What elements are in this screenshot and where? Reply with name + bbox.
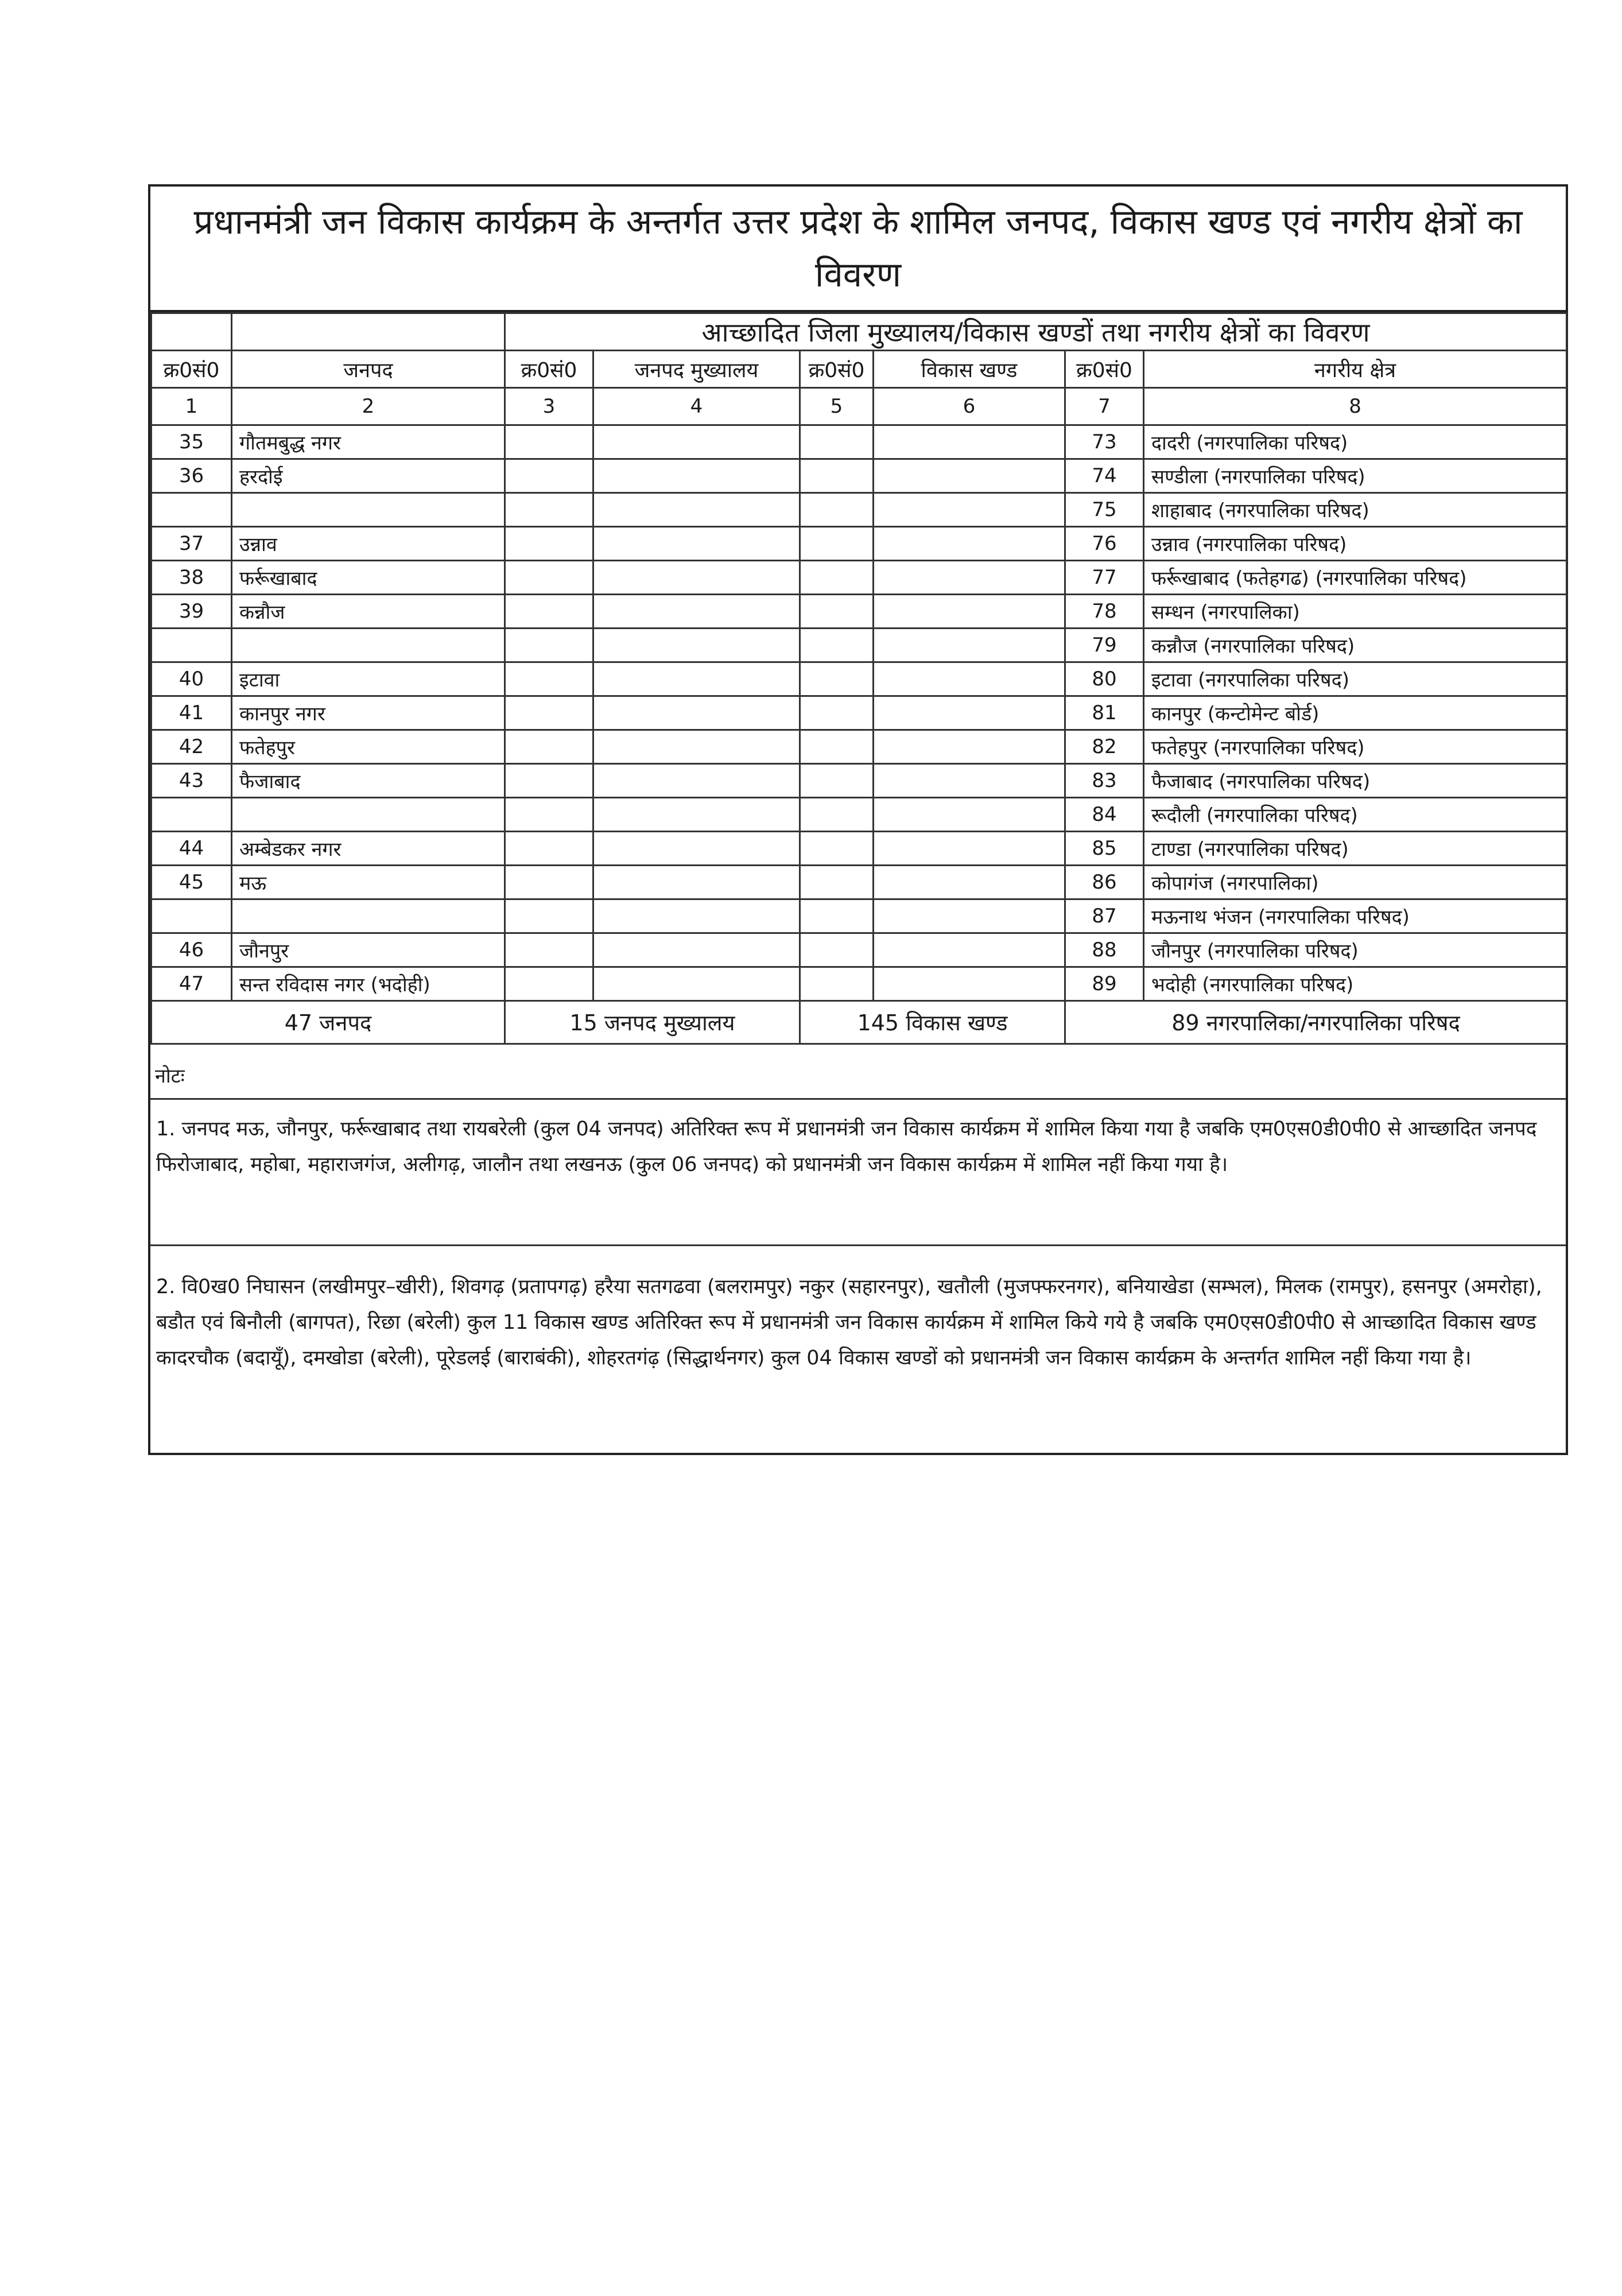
block-sn bbox=[800, 866, 874, 899]
header-row bbox=[152, 351, 1567, 388]
column-number: 7 bbox=[1065, 388, 1144, 425]
column-number-row bbox=[152, 388, 1567, 425]
block-name bbox=[874, 662, 1065, 696]
hq-sn bbox=[505, 832, 593, 866]
urban-name: इटावा (नगरपालिका परिषद) bbox=[1144, 662, 1567, 696]
header-sn-hq: क्र0सं0 bbox=[505, 351, 593, 388]
urban-sn: 87 bbox=[1065, 899, 1144, 933]
district-name: फैजाबाद bbox=[232, 764, 505, 798]
hq-sn bbox=[505, 967, 593, 1001]
hq-sn bbox=[505, 798, 593, 832]
header-sn-urban: क्र0सं0 bbox=[1065, 351, 1144, 388]
district-name bbox=[232, 493, 505, 527]
urban-sn: 80 bbox=[1065, 662, 1144, 696]
column-number: 2 bbox=[232, 388, 505, 425]
district-name: जौनपुर bbox=[232, 933, 505, 967]
urban-name: फैजाबाद (नगरपालिका परिषद) bbox=[1144, 764, 1567, 798]
urban-sn: 74 bbox=[1065, 459, 1144, 493]
district-name: कानपुर नगर bbox=[232, 696, 505, 730]
urban-name: फर्रूखाबाद (फतेहगढ) (नगरपालिका परिषद) bbox=[1144, 561, 1567, 595]
block-sn bbox=[800, 662, 874, 696]
hq-name bbox=[593, 425, 800, 459]
hq-name bbox=[593, 629, 800, 662]
table-row bbox=[152, 899, 1567, 933]
hq-name bbox=[593, 798, 800, 832]
note-2: 2. वि0ख0 निघासन (लखीमपुर–खीरी), शिवगढ़ (प्रतापगढ़) हरैया सतगढवा (बलरामपुर) नकुर (सहारनपुर), खतौली (मुजफ्फरनगर), बनियाखेडा (सम्भल), मिलक (रामपुर), हसनपुर (अमरोहा), बडौत एवं बिनौली (बागपत), रिछा (बरेली) कुल 11 विकास खण्ड अतिरिक्त रूप में प्रधानमंत्री जन विकास कार्यक्रम में शामिल किये गये है जबकि एम0एस0डी0पी0 से आच्छादित विकास खण्ड कादरचौक (बदायूँ), दमखोडा (बरेली), पूरेडलई (बाराबंकी), शोहरतगंढ़ (सिद्धार्थनगर) कुल 04 विकास खण्डों को प्रधानमंत्री जन विकास कार्यक्रम के अन्तर्गत शामिल नहीं किया गया है। bbox=[156, 1275, 1542, 1370]
district-sn: 46 bbox=[152, 933, 232, 967]
block-name bbox=[874, 764, 1065, 798]
block-name bbox=[874, 866, 1065, 899]
block-name bbox=[874, 798, 1065, 832]
header-sn: क्र0सं0 bbox=[152, 351, 232, 388]
district-name: गौतमबुद्ध नगर bbox=[232, 425, 505, 459]
hq-sn bbox=[505, 696, 593, 730]
block-sn bbox=[800, 595, 874, 629]
urban-name: शाहाबाद (नगरपालिका परिषद) bbox=[1144, 493, 1567, 527]
block-sn bbox=[800, 798, 874, 832]
hq-sn bbox=[505, 629, 593, 662]
note-1: 1. जनपद मऊ, जौनपुर, फर्रूखाबाद तथा रायबरेली (कुल 04 जनपद) अतिरिक्त रूप में प्रधानमंत्री जन विकास कार्यक्रम में शामिल किया गया है जबकि एम0एस0डी0पी0 से आच्छादित जनपद फिरोजाबाद, महोबा, महाराजगंज, अलीगढ़, जालौन तथा लखनऊ (कुल 06 जनपद) को प्रधानमंत्री जन विकास कार्यक्रम में शामिल नहीं किया गया है। bbox=[150, 1100, 1566, 1246]
urban-name: कानपुर (कन्टोमेन्ट बोर्ड) bbox=[1144, 696, 1567, 730]
hq-name bbox=[593, 493, 800, 527]
urban-sn: 78 bbox=[1065, 595, 1144, 629]
block-name bbox=[874, 493, 1065, 527]
urban-name: टाण्डा (नगरपालिका परिषद) bbox=[1144, 832, 1567, 866]
district-name bbox=[232, 899, 505, 933]
block-sn bbox=[800, 425, 874, 459]
urban-name: कन्नौज (नगरपालिका परिषद) bbox=[1144, 629, 1567, 662]
urban-name: भदोही (नगरपालिका परिषद) bbox=[1144, 967, 1567, 1001]
block-name bbox=[874, 561, 1065, 595]
table-row bbox=[152, 493, 1567, 527]
table-row bbox=[152, 629, 1567, 662]
block-name bbox=[874, 933, 1065, 967]
hq-sn bbox=[505, 764, 593, 798]
district-sn: 36 bbox=[152, 459, 232, 493]
district-name: फतेहपुर bbox=[232, 730, 505, 764]
district-name: अम्बेडकर नगर bbox=[232, 832, 505, 866]
urban-name: जौनपुर (नगरपालिका परिषद) bbox=[1144, 933, 1567, 967]
district-name: फर्रूखाबाद bbox=[232, 561, 505, 595]
hq-name bbox=[593, 866, 800, 899]
table-row bbox=[152, 527, 1567, 561]
district-sn: 35 bbox=[152, 425, 232, 459]
hq-sn bbox=[505, 866, 593, 899]
district-sn bbox=[152, 493, 232, 527]
table-row bbox=[152, 595, 1567, 629]
table-row bbox=[152, 696, 1567, 730]
document-table-frame bbox=[148, 184, 1568, 1455]
block-name bbox=[874, 459, 1065, 493]
total-blocks: 145 विकास खण्ड bbox=[800, 1001, 1065, 1044]
urban-sn: 73 bbox=[1065, 425, 1144, 459]
urban-sn: 86 bbox=[1065, 866, 1144, 899]
district-name: मऊ bbox=[232, 866, 505, 899]
table-row bbox=[152, 967, 1567, 1001]
hq-name bbox=[593, 595, 800, 629]
block-name bbox=[874, 967, 1065, 1001]
table-row bbox=[152, 933, 1567, 967]
column-number: 4 bbox=[593, 388, 800, 425]
block-sn bbox=[800, 933, 874, 967]
district-sn: 44 bbox=[152, 832, 232, 866]
urban-sn: 77 bbox=[1065, 561, 1144, 595]
district-sn bbox=[152, 798, 232, 832]
block-name bbox=[874, 595, 1065, 629]
hq-name bbox=[593, 967, 800, 1001]
block-sn bbox=[800, 493, 874, 527]
urban-name: मऊनाथ भंजन (नगरपालिका परिषद) bbox=[1144, 899, 1567, 933]
district-sn: 45 bbox=[152, 866, 232, 899]
column-number: 1 bbox=[152, 388, 232, 425]
hq-sn bbox=[505, 662, 593, 696]
district-name bbox=[232, 798, 505, 832]
urban-sn: 88 bbox=[1065, 933, 1144, 967]
hq-name bbox=[593, 662, 800, 696]
hq-sn bbox=[505, 459, 593, 493]
block-sn bbox=[800, 696, 874, 730]
district-sn bbox=[152, 899, 232, 933]
table-row bbox=[152, 425, 1567, 459]
header-sn-block: क्र0सं0 bbox=[800, 351, 874, 388]
urban-sn: 79 bbox=[1065, 629, 1144, 662]
block-sn bbox=[800, 730, 874, 764]
column-number: 3 bbox=[505, 388, 593, 425]
urban-name: फतेहपुर (नगरपालिका परिषद) bbox=[1144, 730, 1567, 764]
urban-sn: 89 bbox=[1065, 967, 1144, 1001]
urban-sn: 75 bbox=[1065, 493, 1144, 527]
urban-name: रूदौली (नगरपालिका परिषद) bbox=[1144, 798, 1567, 832]
urban-sn: 84 bbox=[1065, 798, 1144, 832]
total-headquarters: 15 जनपद मुख्यालय bbox=[505, 1001, 800, 1044]
block-sn bbox=[800, 764, 874, 798]
header-district-hq: जनपद मुख्यालय bbox=[593, 351, 800, 388]
table-row bbox=[152, 662, 1567, 696]
block-name bbox=[874, 629, 1065, 662]
district-sn bbox=[152, 629, 232, 662]
block-sn bbox=[800, 527, 874, 561]
block-name bbox=[874, 832, 1065, 866]
district-name: उन्नाव bbox=[232, 527, 505, 561]
hq-name bbox=[593, 730, 800, 764]
column-number: 6 bbox=[874, 388, 1065, 425]
table-row bbox=[152, 764, 1567, 798]
table-row bbox=[152, 832, 1567, 866]
hq-sn bbox=[505, 493, 593, 527]
table-row bbox=[152, 459, 1567, 493]
notes-label: नोटः bbox=[150, 1058, 1566, 1100]
block-name bbox=[874, 730, 1065, 764]
district-name: हरदोई bbox=[232, 459, 505, 493]
header-block: विकास खण्ड bbox=[874, 351, 1065, 388]
urban-name: सण्डीला (नगरपालिका परिषद) bbox=[1144, 459, 1567, 493]
hq-sn bbox=[505, 933, 593, 967]
urban-name: उन्नाव (नगरपालिका परिषद) bbox=[1144, 527, 1567, 561]
district-sn: 38 bbox=[152, 561, 232, 595]
urban-sn: 83 bbox=[1065, 764, 1144, 798]
block-sn bbox=[800, 561, 874, 595]
district-name: सन्त रविदास नगर (भदोही) bbox=[232, 967, 505, 1001]
hq-name bbox=[593, 764, 800, 798]
district-sn: 40 bbox=[152, 662, 232, 696]
hq-name bbox=[593, 561, 800, 595]
table-row bbox=[152, 798, 1567, 832]
district-sn: 39 bbox=[152, 595, 232, 629]
hq-name bbox=[593, 832, 800, 866]
urban-sn: 85 bbox=[1065, 832, 1144, 866]
hq-sn bbox=[505, 425, 593, 459]
block-name bbox=[874, 696, 1065, 730]
urban-sn: 82 bbox=[1065, 730, 1144, 764]
hq-name bbox=[593, 459, 800, 493]
district-name: इटावा bbox=[232, 662, 505, 696]
column-number: 5 bbox=[800, 388, 874, 425]
district-sn: 43 bbox=[152, 764, 232, 798]
column-number: 8 bbox=[1144, 388, 1567, 425]
hq-sn bbox=[505, 595, 593, 629]
totals-row bbox=[152, 1001, 1567, 1044]
document-title: प्रधानमंत्री जन विकास कार्यक्रम के अन्तर्गत उत्तर प्रदेश के शामिल जनपद, विकास खण्ड एवं नगरीय क्षेत्रों का विवरण bbox=[150, 187, 1566, 312]
block-sn bbox=[800, 459, 874, 493]
block-sn bbox=[800, 832, 874, 866]
block-name bbox=[874, 527, 1065, 561]
header-district: जनपद bbox=[232, 351, 505, 388]
hq-name bbox=[593, 899, 800, 933]
table-row bbox=[152, 866, 1567, 899]
block-name bbox=[874, 899, 1065, 933]
district-name bbox=[232, 629, 505, 662]
urban-sn: 76 bbox=[1065, 527, 1144, 561]
block-sn bbox=[800, 629, 874, 662]
super-header-row bbox=[152, 313, 1567, 351]
urban-name: सम्धन (नगरपालिका) bbox=[1144, 595, 1567, 629]
total-districts: 47 जनपद bbox=[152, 1001, 505, 1044]
district-sn: 42 bbox=[152, 730, 232, 764]
super-header: आच्छादित जिला मुख्यालय/विकास खण्डों तथा नगरीय क्षेत्रों का विवरण bbox=[505, 313, 1567, 351]
table-row bbox=[152, 730, 1567, 764]
hq-name bbox=[593, 933, 800, 967]
district-name: कन्नौज bbox=[232, 595, 505, 629]
hq-sn bbox=[505, 561, 593, 595]
block-name bbox=[874, 425, 1065, 459]
hq-sn bbox=[505, 899, 593, 933]
district-sn: 37 bbox=[152, 527, 232, 561]
urban-sn: 81 bbox=[1065, 696, 1144, 730]
total-urban: 89 नगरपालिका/नगरपालिका परिषद bbox=[1065, 1001, 1567, 1044]
hq-sn bbox=[505, 527, 593, 561]
district-sn: 41 bbox=[152, 696, 232, 730]
hq-sn bbox=[505, 730, 593, 764]
header-urban: नगरीय क्षेत्र bbox=[1144, 351, 1567, 388]
table-row bbox=[152, 561, 1567, 595]
urban-name: दादरी (नगरपालिका परिषद) bbox=[1144, 425, 1567, 459]
urban-name: कोपागंज (नगरपालिका) bbox=[1144, 866, 1567, 899]
district-sn: 47 bbox=[152, 967, 232, 1001]
block-sn bbox=[800, 967, 874, 1001]
hq-name bbox=[593, 696, 800, 730]
block-sn bbox=[800, 899, 874, 933]
hq-name bbox=[593, 527, 800, 561]
details-table bbox=[150, 312, 1567, 1045]
